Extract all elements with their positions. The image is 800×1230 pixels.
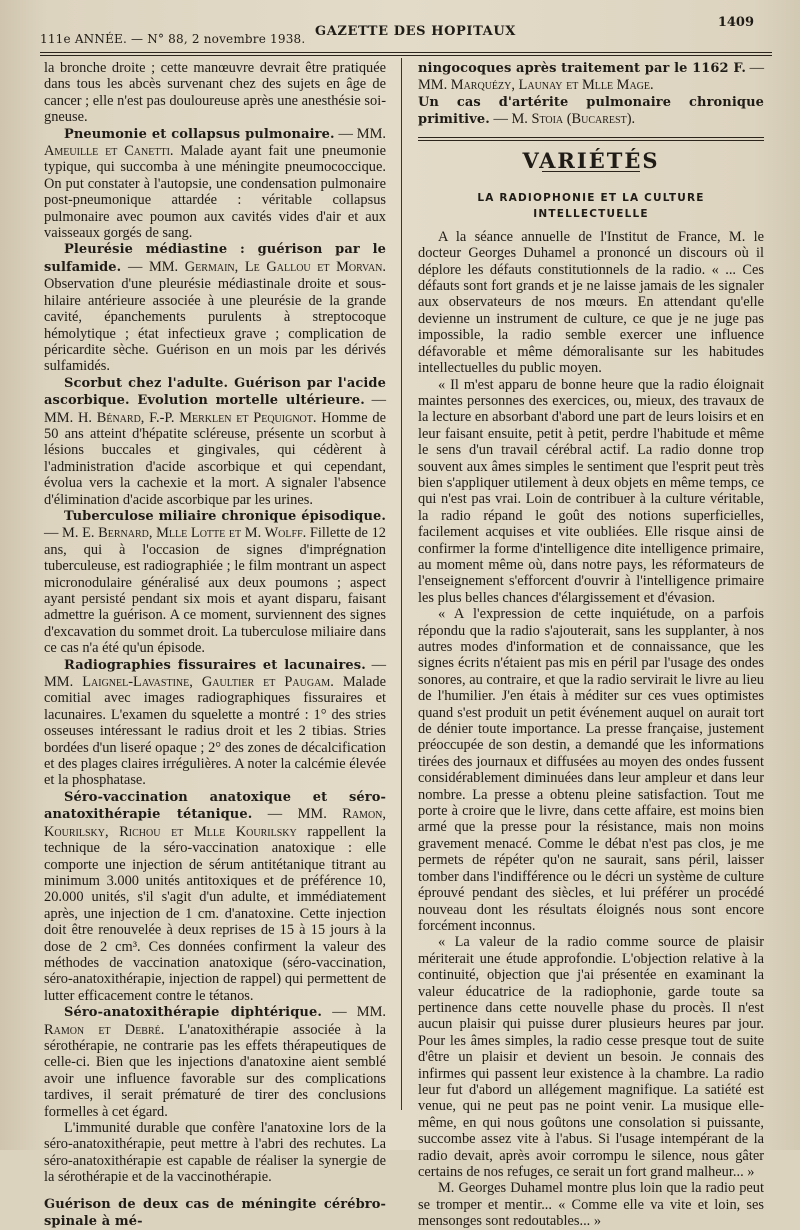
article-paragraph: A la séance annuelle de l'Institut de France, M. le docteur Georges Duhamel a prononcé un discours où il déplore les défauts constitutionnels de la radio. « ... Ces défauts sont fort grands et je ne laisse jamais de les signaler aux observateurs de nos mœurs. En attendant qu'elle devienne un instrument de culture, ce que je ne juge pas impossible, la radio semble exercer une influence défavorable et même démoralisante sur les habitudes intellectuelles du public moyen. — [418, 228, 764, 377]
report-entry — [44, 241, 386, 374]
issue-info: 111e ANNÉE. — N° 88, 2 novembre 1938. — [40, 32, 306, 46]
article-paragraph: « Il m'est apparu de bonne heure que la radio éloignait maintes personnes des exercices, ou, mieux, des travaux de la lecture en absorbant d'abord une part de leurs loisirs et en leur faisant ensuite, petit à petit, perdre l'habitude et même le sens d'un travail cérébral actif. La radio donne trop souvent aux âmes simples le sentiment que l'esprit peut très bien s'appliquer utilement à deux objets en même temps, ce qui n'est pas vrai. Loin de contribuer à la culture véritable, la radio répand le goût des notions superficielles, facilement acquises et vite oubliées. Elle risque ainsi de confirmer la forme d'intelligence dite intelligence primaire, au moment même où, dans notre pays, les réformateurs de l'enseignement s'efforcent d'ouvrir à l'intelligence primaire les plus belles chances d'élargissement et d'évasion. — [418, 376, 764, 606]
entry-authors: — M. Stoia (Bucarest). — [489, 111, 636, 128]
report-entry — [44, 657, 386, 789]
entry-body: Malade ayant fait une pneumonie typique, qui succomba à une méningite pneumococcique. On put constater à l'autopsie, une condensation pulmonaire post-pneumonique attardée : véritable collapsus pulmonaire avec poumon aux cavités vides d'air et aux vaisseaux gorgés de sang. — [44, 143, 386, 242]
entry-title: Pleurésie médiastine : guérison par le sulfamide. — [44, 242, 386, 275]
right-column — [418, 60, 764, 1230]
entry-title: Tuberculose miliaire chronique épisodique. — [64, 508, 386, 524]
trailing-entry-title — [44, 1196, 386, 1230]
entry-authors: — MM. Laignel-Lavastine, Gaultier et Paugam. — [44, 656, 386, 691]
left-column — [44, 60, 387, 1230]
report-entry — [44, 375, 386, 508]
report-entry — [44, 1004, 386, 1120]
entry-title: Guérison de deux cas de méningite cérébro-spinale à mé- — [44, 1196, 386, 1230]
article-paragraph: M. Georges Duhamel montre plus loin que la radio peut se tromper et mentir... « Comme elle va vite et loin, ses mensonges sont redoutables... » — [418, 1180, 764, 1230]
entry-body: Fillette de 12 ans, qui à l'occasion de signes d'imprégnation tuberculeuse, est radiographiée ; le film montrant un aspect micronodulaire généralisé aux deux poumons ; aspect ayant persisté pendant six mois et ayant disparu, faisant admettre la guérison. A ce moment, surviennent des signes d'excavation du sommet droit. La tuberculose miliaire dans ce cas n'a été qu'un épisode. — [44, 525, 386, 657]
report-entry — [44, 126, 386, 242]
header-rule-second — [40, 55, 772, 56]
entry-title: Séro-anatoxithérapie diphtérique. — [64, 1005, 322, 1021]
entry-title: Radiographies fissuraires et lacunaires. — [64, 657, 366, 673]
entry-authors: — MM. Ramon et Debré. — [44, 1004, 386, 1038]
continued-entry — [418, 60, 764, 94]
report-entry — [44, 508, 386, 657]
entry-body: L'anatoxithérapie associée à la sérothérapie, ne contrarie pas les effets thérapeutiques de celle-ci. Bien que les injections d'anatoxine aient semblé avoir une influence favorable sur des complications tardives, il serait prématuré de tirer des conclusions formelles à cet égard. — [44, 1021, 386, 1120]
article-paragraph: « A l'expression de cette inquiétude, on a parfois répondu que la radio s'ajouterait, sans les supplanter, à nos autres modes d'information et de connaissance, que les signes écrits n'étaient pas mis en péril par l'usage des ondes sonores, au contraire, et que la radio servirait le livre au lieu de l'humilier. J'en étais à méditer sur ces vues optimistes quand s'est produit un petit événement auquel on aurait tort de dénier toute importance. La presse française, justement préoccupée de son destin, a demandé que les informations tirées des journaux et diffusées au moyen des ondes fussent considérablement diminuées dans leur ampleur et dans leur nombre. La presse a obtenu pleine satisfaction. Tout me porte à croire que le livre, dans cette affaire, est moins bien armé que la presse pour la résistance, mais non moins gravement menacé. Comme le débat n'est pas clos, je me permets de répéter qu'on ne saurait, sans péril, laisser tomber dans l'indifférence ou le décri un système de culture éprouvé pendant des siècles, et lui préférer un procédé nouveau dont les résultats éloignés nous sont encore forcément inconnus. — [418, 606, 764, 934]
left-entries — [44, 126, 386, 1120]
entry-authors: — MM. Marquézy, Launay et Mlle Mage. — [418, 60, 764, 94]
entry-authors: — MM. H. Bénard, F.-P. Merklen et Pequignot. — [44, 392, 386, 426]
entry-body: Malade comitial avec images radiographiques fissuraires et lacunaires. L'examen du squelette a montré : 1° des stries osseuses intéressant le radius droit et les 2 tibias. Stries bordées d'un liseré opaque ; 2° des zones de décalcification et des plages claires irrégulières. A noter la calcémie élevée et la phosphatase. — [44, 674, 387, 789]
arteritis-entry — [418, 94, 764, 129]
entry-body: Homme de 50 ans atteint d'hépatite scléreuse, présente un scorbut à lésions buccales et gingivales, qui cédèrent à l'administration d'acide ascorbique et qui cependant, évolua vers la cachexie et la mort. A signaler l'absence d'élimination d'acide ascorbique par les urines. — [44, 409, 386, 508]
entry-authors: — MM. Ramon, Kourilsky, Richou et Mlle Kourilsky — [44, 806, 386, 840]
intro-paragraph: la bronche droite ; cette manœuvre devrait être pratiquée dans tous les abcès survenant chez des sujets en âge de cancer ; elle n'est pas douloureuse après une anesthésie soi-gneuse. — [44, 60, 386, 126]
article-body — [418, 229, 764, 1230]
journal-title: GAZETTE DES HOPITAUX — [315, 24, 516, 39]
entry-body: rappellent la technique de la séro-vaccination anatoxique : elle comporte une injection de sérum antitétanique titrant au minimum 3.000 unités antitoxiques et de préférence 10, 20.000 unités, s'il s'agit d'un adulte, et immédiatement après, une injection de 1 cm. d'anatoxine. Cette injection doit être renouvelée à deux reprises de 15 à 15 jours à la dose de 2 cm³. Ces données confirment la valeur des méthodes de vaccination anatoxique (séro-vaccination, séro-anatoxithérapie, injection de rappel) qui permettent de lutter efficacement contre le tétanos. — [44, 823, 386, 1004]
immunity-paragraph: L'immunité durable que confère l'anatoxine lors de la séro-anatoxithérapie, peut mettre à l'abri des rechutes. La séro-anatoxithérapie est capable de réaliser la synergie de la sérothérapie et de la vaccinothérapie. — [44, 1120, 386, 1186]
entry-title: Scorbut chez l'adulte. Guérison par l'acide ascorbique. Evolution mortelle ultérieure. — [44, 375, 386, 409]
section-rule — [418, 137, 764, 138]
report-entry — [44, 789, 386, 1004]
entry-title: Pneumonie et collapsus pulmonaire. — [64, 126, 335, 142]
entry-authors: — MM. Germain, Le Gallou et Morvan. — [121, 258, 386, 275]
section-rule-second — [418, 140, 764, 141]
article-paragraph: « La valeur de la radio comme source de plaisir mériterait une étude approfondie. L'objection relative à la continuité, objection que j'ai présentée en examinant la valeur éducatrice de la radiophonie, garde toute sa pertinence dans cette nouvelle phase du procès. Il n'est aucun plaisir qui puisse durer plusieurs heures par jour. Pour les âmes simples, la radio cesse presque tout de suite d'être un plaisir et devient un besoin. Je connais des infirmes qui passent leur existence à la chambre. La radio leur fut d'abord un allégement magnifique. La satiété est venue, qui ne peut pas ne point venir. La musique elle-même, en qui nous goûtons une consolation si puissante, succombe assez vite à l'abus. Si l'usage intempérant de la radio devait, après avoir corrompu le silence, nous gâter certains de nos refuges, ce serait un fort grand malheur... » — [418, 934, 764, 1180]
entry-authors: — M. E. Bernard, Mlle Lotte et M. Wolff. — [44, 525, 307, 542]
entry-title: ningocoques après traitement par le 1162 F. — [418, 61, 746, 76]
section-title: VARIÉTÉS — [522, 147, 660, 173]
article-title: LA RADIOPHONIE ET LA CULTURE INTELLECTUELLE — [477, 192, 705, 221]
page-header — [40, 10, 772, 48]
entry-title: Séro-vaccination anatoxique et séro-anatoxithérapie tétanique. — [44, 789, 386, 823]
entry-body: Observation d'une pleurésie médiastinale droite et sous-hilaire antérieure associée à une pleurésie de la grande cavité, épanchements purulents à streptocoque hémolytique ; état infectieux grave ; complication de péricardite sèche. Guérison en un mois par les dérivés sulfamidés. — [44, 276, 386, 375]
entry-authors: — MM. Ameuille et Canetti. — [44, 125, 386, 160]
header-rule — [40, 52, 772, 53]
column-separator — [401, 58, 402, 1110]
page-number: 1409 — [717, 15, 754, 30]
entry-title: Un cas d'artérite pulmonaire chronique primitive. — [418, 94, 764, 128]
